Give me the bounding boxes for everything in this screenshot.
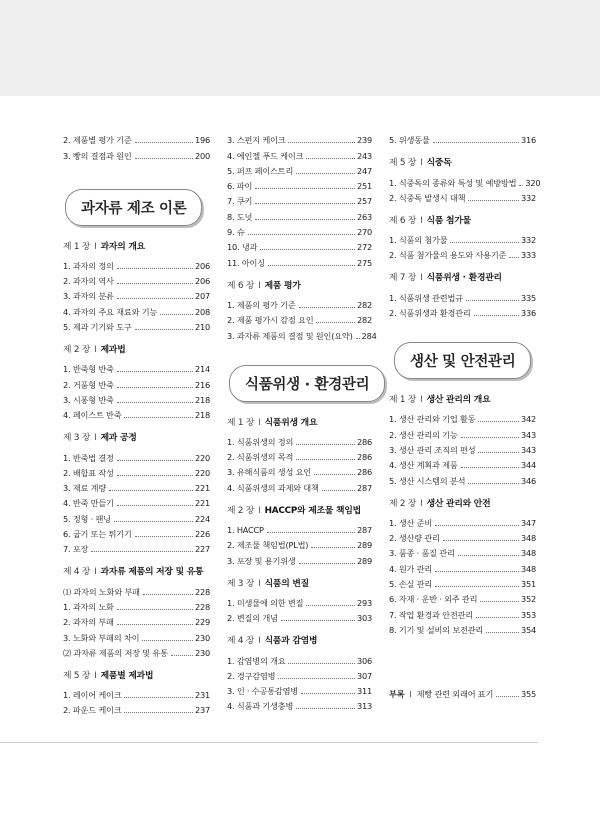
toc-entry[interactable]: 3. 시퐁형 반죽 218 (63, 394, 210, 405)
toc-entry[interactable]: 4. 과자의 주요 재료와 기능 208 (63, 306, 210, 317)
toc-entry[interactable]: 5. 정형 · 팬닝 224 (63, 513, 210, 524)
toc-entry[interactable]: 7. 작업 환경과 안전관리 353 (389, 609, 536, 620)
section-title: 생산 및 안전관리 (394, 342, 531, 379)
toc-entry[interactable]: 2. 파운드 케이크 237 (63, 705, 210, 716)
chapter-heading[interactable]: 제 5 장 I 제품별 제과법 (63, 670, 154, 681)
appendix-entry[interactable]: 부록 I 제빵 관련 외래어 표기 355 (389, 688, 536, 699)
toc-entry[interactable]: 2. 거품형 반죽 216 (63, 379, 210, 390)
toc-entry[interactable]: 3. 노화와 부패의 차이 230 (63, 632, 210, 643)
toc-entry[interactable]: 3. 과자의 분류 207 (63, 291, 210, 302)
toc-entry[interactable]: 2. 식품위생의 목적 286 (227, 452, 372, 463)
chapter (227, 417, 372, 493)
chapter (227, 578, 372, 624)
toc-entry[interactable]: 1. 생산 관리와 기업 활동 342 (389, 414, 536, 425)
toc-entry[interactable]: 4. 반죽 만들기 221 (63, 498, 210, 509)
toc-entry[interactable]: 6. 자재 · 운반 · 외주 관리 352 (389, 594, 536, 605)
chapter-heading[interactable]: 제 3 장 I 식품의 변질 (227, 578, 309, 589)
chapter (389, 157, 541, 203)
toc-entry[interactable]: 3. 생산 관리 조직의 편성 343 (389, 444, 536, 455)
toc-entry[interactable]: 2. 배합표 작성 220 (63, 467, 210, 478)
toc-entry[interactable]: 2. 제품 평가시 감점 요인 282 (227, 315, 372, 326)
toc-entry[interactable]: 1. 감염병의 개요 306 (227, 655, 372, 666)
toc-entry[interactable]: 1. 식품위생 관련법규 335 (389, 292, 536, 303)
toc-entry[interactable]: 1. 생산 준비 347 (389, 517, 536, 528)
toc-entry[interactable]: 5. 퍼프 페이스트리 247 (227, 165, 372, 176)
pre-entries (227, 130, 372, 268)
section-title: 과자류 제조 이론 (65, 189, 202, 226)
toc-entry[interactable]: 5. 위생동물 316 (389, 135, 536, 146)
toc-entry[interactable]: 4. 에인젤 푸드 케이크 243 (227, 150, 372, 161)
top-band (0, 0, 600, 96)
footer-rule (0, 742, 538, 743)
chapter-heading[interactable]: 제 2 장 I 제과법 (63, 345, 126, 356)
toc-entry[interactable]: 5. 손실 관리 351 (389, 579, 536, 590)
toc-entry[interactable]: 2. 과자의 역사 206 (63, 276, 210, 287)
toc-entry[interactable]: 1. HACCP 287 (227, 525, 372, 536)
toc-entry[interactable]: 6. 파이 251 (227, 181, 372, 192)
toc-entry[interactable]: 4. 식품위생의 과제와 대책 287 (227, 482, 372, 493)
toc-entry[interactable]: 3. 빵의 결점과 원인 200 (63, 150, 210, 161)
toc-entry[interactable]: 1. 식품의 첨가물 332 (389, 235, 536, 246)
chapter (389, 394, 536, 485)
toc-entry[interactable]: 5. 제과 기기와 도구 210 (63, 322, 210, 333)
toc-entry[interactable]: 8. 기기 및 설비의 보전관리 354 (389, 624, 536, 635)
toc-entry[interactable]: 10. 냉과 272 (227, 242, 372, 253)
chapter-heading[interactable]: 제 6 장 I 제품 평가 (227, 280, 301, 291)
toc-entry[interactable]: 4. 원가 관리 348 (389, 563, 536, 574)
chapter-heading[interactable]: 제 7 장 I 식품위생 · 환경관리 (389, 273, 502, 284)
toc-entry[interactable]: 3. 인 · 수공통감염병 311 (227, 686, 372, 697)
toc-entry[interactable]: 2. 식품위생과 환경관리 336 (389, 308, 536, 319)
chapter (227, 635, 372, 711)
chapter (63, 670, 210, 716)
toc-entry[interactable]: 11. 아이싱 275 (227, 257, 372, 268)
toc-entry[interactable]: 2. 식중독 발생시 대책 332 (389, 192, 536, 203)
toc-entry[interactable]: ⑵ 과자류 제품의 저장 및 유통 230 (63, 647, 210, 658)
toc-entry[interactable]: 7. 포장 227 (63, 544, 210, 555)
toc-entry[interactable]: 4. 생산 계획과 제품 344 (389, 460, 536, 471)
toc-entry[interactable]: 3. 재료 계량 221 (63, 483, 210, 494)
toc-entry[interactable]: 1. 제품의 평가 기준 282 (227, 299, 372, 310)
chapter (227, 505, 372, 566)
toc-entry[interactable]: 2. 제품별 평가 기준 196 (63, 135, 210, 146)
pre-entries (389, 130, 536, 145)
toc-entry[interactable]: 9. 슈 270 (227, 227, 372, 238)
toc-entry[interactable]: 3. 유해식품의 생성 요인 286 (227, 467, 372, 478)
toc-entry[interactable]: 1. 식중독의 종류와 특성 및 예방방법 320 (389, 177, 541, 188)
chapter-heading[interactable]: 제 4 장 I 과자류 제품의 저장 및 유통 (63, 567, 204, 578)
toc-entry[interactable]: 2. 경구감염병 307 (227, 670, 372, 681)
toc-entry[interactable]: 1. 레이어 케이크 231 (63, 690, 210, 701)
toc-entry[interactable]: 6. 굽기 또는 튀기기 226 (63, 529, 210, 540)
chapter (63, 432, 210, 554)
toc-entry[interactable]: 3. 품종 · 품질 관리 348 (389, 548, 536, 559)
toc-entry[interactable]: 1. 과자의 노화 228 (63, 601, 210, 612)
chapter (63, 241, 210, 332)
toc-entry[interactable]: 2. 과자의 부패 229 (63, 617, 210, 628)
toc-entry[interactable]: 1. 미생물에 의한 변질 293 (227, 597, 372, 608)
chapter (389, 498, 536, 635)
chapter-heading[interactable]: 제 1 장 I 과자의 개요 (63, 241, 145, 252)
toc-entry[interactable]: 5. 생산 시스템의 분석 346 (389, 475, 536, 486)
section-title: 식품위생 · 환경관리 (229, 365, 385, 402)
chapter (389, 272, 536, 318)
toc-entry[interactable]: 2. 생산 관리의 기능 343 (389, 429, 536, 440)
toc-column-2 (227, 130, 377, 712)
chapter-heading[interactable]: 제 2 장 I HACCP와 제조물 책임법 (227, 505, 361, 516)
toc-entry[interactable]: 2. 제조물 책임법(PL법) 289 (227, 540, 372, 551)
toc-entry[interactable]: 4. 식품과 기생충병 313 (227, 701, 372, 712)
chapter-heading[interactable]: 제 1 장 I 생산 관리의 개요 (389, 395, 491, 406)
chapter-heading[interactable]: 제 6 장 I 식품 첨가물 (389, 215, 471, 226)
toc-entry[interactable]: 3. 포장 및 용기위생 289 (227, 555, 372, 566)
toc-column-3 (389, 130, 541, 699)
toc-entry[interactable]: 4. 페이스트 반죽 218 (63, 410, 210, 421)
chapter (63, 344, 210, 420)
pre-entries (63, 130, 210, 161)
chapter (227, 280, 377, 341)
toc-entry[interactable]: 1. 식품위생의 정의 286 (227, 436, 372, 447)
toc-entry[interactable]: 2. 생산량 관리 348 (389, 533, 536, 544)
toc-entry[interactable]: 3. 과자류 제품의 결점 및 원인(요약) 284 (227, 330, 377, 341)
chapter-heading[interactable]: 제 4 장 I 식품과 감염병 (227, 636, 318, 647)
chapter-heading[interactable]: 제 3 장 I 제과 공정 (63, 433, 137, 444)
chapter (63, 566, 210, 657)
toc-column-1 (63, 130, 210, 715)
toc-entry[interactable]: 7. 쿠키 257 (227, 196, 372, 207)
toc-entry[interactable]: 1. 반죽형 반죽 214 (63, 364, 210, 375)
toc-entry[interactable]: ⑴ 과자의 노화와 부패 228 (63, 586, 210, 597)
chapter-heading[interactable]: 제 1 장 I 식품위생 개요 (227, 417, 318, 428)
toc-entry[interactable]: 8. 도넛 263 (227, 211, 372, 222)
toc-entry[interactable]: 1. 반죽법 결정 220 (63, 452, 210, 463)
toc-entry[interactable]: 1. 과자의 정의 206 (63, 260, 210, 271)
chapter (389, 215, 536, 261)
toc-entry[interactable]: 2. 식품 첨가물의 용도와 사용기준 333 (389, 250, 536, 261)
chapter-heading[interactable]: 제 2 장 I 생산 관리와 안전 (389, 498, 491, 509)
toc-entry[interactable]: 3. 스펀지 케이크 239 (227, 135, 372, 146)
toc-entry[interactable]: 2. 변질의 개념 303 (227, 613, 372, 624)
chapter-heading[interactable]: 제 5 장 I 식중독 (389, 158, 452, 169)
